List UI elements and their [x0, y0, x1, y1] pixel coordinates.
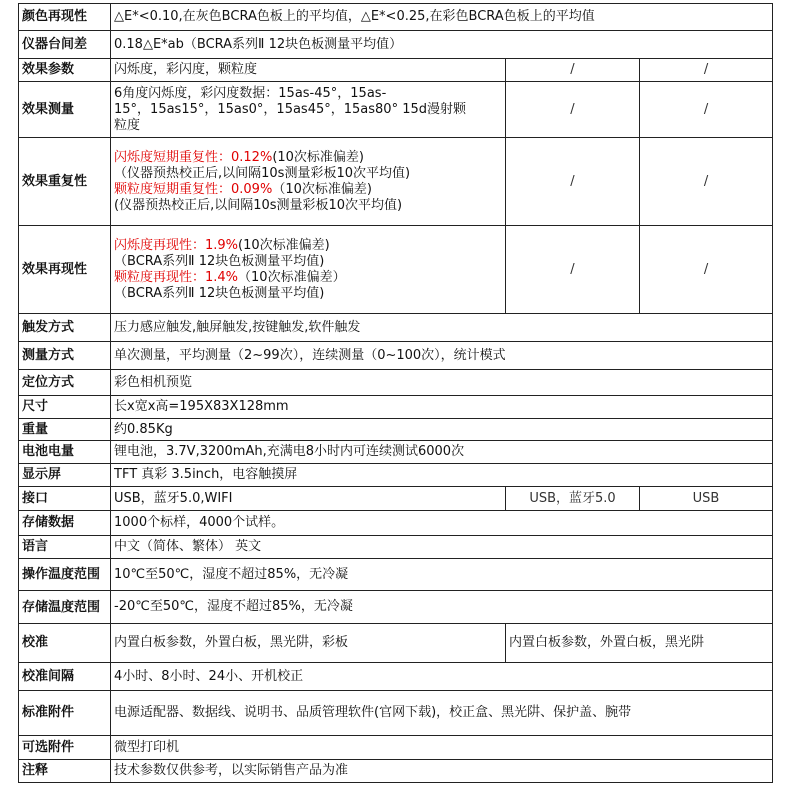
table-row — [19, 4, 773, 31]
row-value — [111, 138, 506, 226]
row-label: 语言 — [19, 536, 111, 559]
table-row — [19, 396, 773, 419]
row-value: USB，蓝牙5.0,WIFI — [111, 487, 506, 511]
row-value — [111, 226, 506, 314]
table-row — [19, 59, 773, 82]
row-value-col2: USB，蓝牙5.0 — [506, 487, 640, 511]
row-value-col2: / — [506, 138, 640, 226]
row-value: 电源适配器、数据线、说明书、品质管理软件(官网下载)，校正盒、黑光阱、保护盖、腕带 — [111, 691, 773, 736]
row-value: 中文（简体、繁体） 英文 — [111, 536, 773, 559]
table-row — [19, 760, 773, 783]
row-label: 定位方式 — [19, 370, 111, 396]
highlight-text: 闪烁度再现性：1.9% — [114, 237, 239, 253]
table-row — [19, 138, 773, 226]
row-value: 单次测量，平均测量（2~99次），连续测量（0~100次），统计模式 — [111, 342, 773, 370]
row-value: 内置白板参数，外置白板，黑光阱，彩板 — [111, 624, 506, 663]
table-row — [19, 31, 773, 59]
row-value: 10℃至50℃，湿度不超过85%，无冷凝 — [111, 559, 773, 591]
table-row — [19, 314, 773, 342]
row-label: 校准间隔 — [19, 663, 111, 691]
row-label: 仪器台间差 — [19, 31, 111, 59]
row-label: 效果重复性 — [19, 138, 111, 226]
plain-text: （10次标准偏差) — [272, 181, 372, 197]
row-label: 电池电量 — [19, 441, 111, 464]
row-value: △E*<0.10,在灰色BCRA色板上的平均值，△E*<0.25,在彩色BCRA色板上的平均值 — [111, 4, 773, 31]
table-row — [19, 342, 773, 370]
table-row — [19, 691, 773, 736]
reproduce-line-3 — [114, 270, 502, 286]
measure-line-2: 15°，15as15°，15as0°，15as45°，15as80° 15d漫射颗 — [114, 101, 466, 117]
plain-text: (10次标准偏差) — [238, 237, 330, 253]
row-label: 校准 — [19, 624, 111, 663]
repeat-line-2: （仪器预热校正后,以间隔10s测量彩板10次平均值) — [114, 165, 411, 181]
reproduce-line-1 — [114, 238, 502, 254]
table-row — [19, 419, 773, 441]
highlight-text: 颗粒度短期重复性：0.09% — [114, 181, 273, 197]
spec-table — [18, 3, 773, 783]
row-label: 重量 — [19, 419, 111, 441]
row-label: 存储温度范围 — [19, 591, 111, 624]
row-value-col3: / — [640, 138, 773, 226]
table-row — [19, 226, 773, 314]
table-row — [19, 370, 773, 396]
row-label: 注释 — [19, 760, 111, 783]
reproduce-line-2: （BCRA系列Ⅱ 12块色板测量平均值) — [114, 253, 325, 269]
table-row — [19, 82, 773, 138]
row-value-col3: USB — [640, 487, 773, 511]
table-row — [19, 736, 773, 760]
row-value: 技术参数仅供参考，以实际销售产品为准 — [111, 760, 773, 783]
row-label: 效果再现性 — [19, 226, 111, 314]
row-value-col2: / — [506, 226, 640, 314]
row-label: 效果测量 — [19, 82, 111, 138]
repeat-line-1 — [114, 150, 502, 166]
row-value — [111, 82, 506, 138]
row-value: -20℃至50℃，湿度不超过85%，无冷凝 — [111, 591, 773, 624]
row-value: 0.18△E*ab（BCRA系列Ⅱ 12块色板测量平均值） — [111, 31, 773, 59]
plain-text: （10次标准偏差） — [238, 269, 346, 285]
table-row — [19, 487, 773, 511]
plain-text: (10次标准偏差) — [272, 149, 364, 165]
row-value: 长x宽x高=195X83X128mm — [111, 396, 773, 419]
repeat-line-4: (仪器预热校正后,以间隔10s测量彩板10次平均值) — [114, 197, 403, 213]
row-label: 可选附件 — [19, 736, 111, 760]
table-row — [19, 624, 773, 663]
row-label: 接口 — [19, 487, 111, 511]
table-row — [19, 591, 773, 624]
row-label: 存储数据 — [19, 511, 111, 536]
row-value: 彩色相机预览 — [111, 370, 773, 396]
highlight-text: 颗粒度再现性：1.4% — [114, 269, 239, 285]
row-value: 微型打印机 — [111, 736, 773, 760]
highlight-text: 闪烁度短期重复性：0.12% — [114, 149, 273, 165]
row-value-col2: / — [506, 82, 640, 138]
row-label: 颜色再现性 — [19, 4, 111, 31]
table-row — [19, 441, 773, 464]
table-row — [19, 464, 773, 487]
row-label: 标准附件 — [19, 691, 111, 736]
row-value-col3: / — [640, 226, 773, 314]
row-value-col3: / — [640, 82, 773, 138]
table-row — [19, 511, 773, 536]
row-label: 尺寸 — [19, 396, 111, 419]
row-value-col23: 内置白板参数，外置白板，黑光阱 — [506, 624, 773, 663]
row-label: 效果参数 — [19, 59, 111, 82]
repeat-line-3 — [114, 182, 502, 198]
table-row — [19, 536, 773, 559]
row-label: 测量方式 — [19, 342, 111, 370]
measure-line-1: 6角度闪烁度，彩闪度数据：15as-45°，15as- — [114, 85, 387, 101]
row-label: 显示屏 — [19, 464, 111, 487]
table-row — [19, 559, 773, 591]
row-label: 触发方式 — [19, 314, 111, 342]
measure-line-3: 粒度 — [114, 117, 141, 133]
row-value-col2: / — [506, 59, 640, 82]
table-row — [19, 663, 773, 691]
row-value: 1000个标样，4000个试样。 — [111, 511, 773, 536]
row-value-col3: / — [640, 59, 773, 82]
reproduce-line-4: （BCRA系列Ⅱ 12块色板测量平均值) — [114, 285, 325, 301]
row-value: 锂电池，3.7V,3200mAh,充满电8小时内可连续测试6000次 — [111, 441, 773, 464]
row-value: TFT 真彩 3.5inch，电容触摸屏 — [111, 464, 773, 487]
row-value: 压力感应触发,触屏触发,按键触发,软件触发 — [111, 314, 773, 342]
row-value: 闪烁度，彩闪度，颗粒度 — [111, 59, 506, 82]
row-label: 操作温度范围 — [19, 559, 111, 591]
row-value: 4小时、8小时、24小、开机校正 — [111, 663, 773, 691]
row-value: 约0.85Kg — [111, 419, 773, 441]
